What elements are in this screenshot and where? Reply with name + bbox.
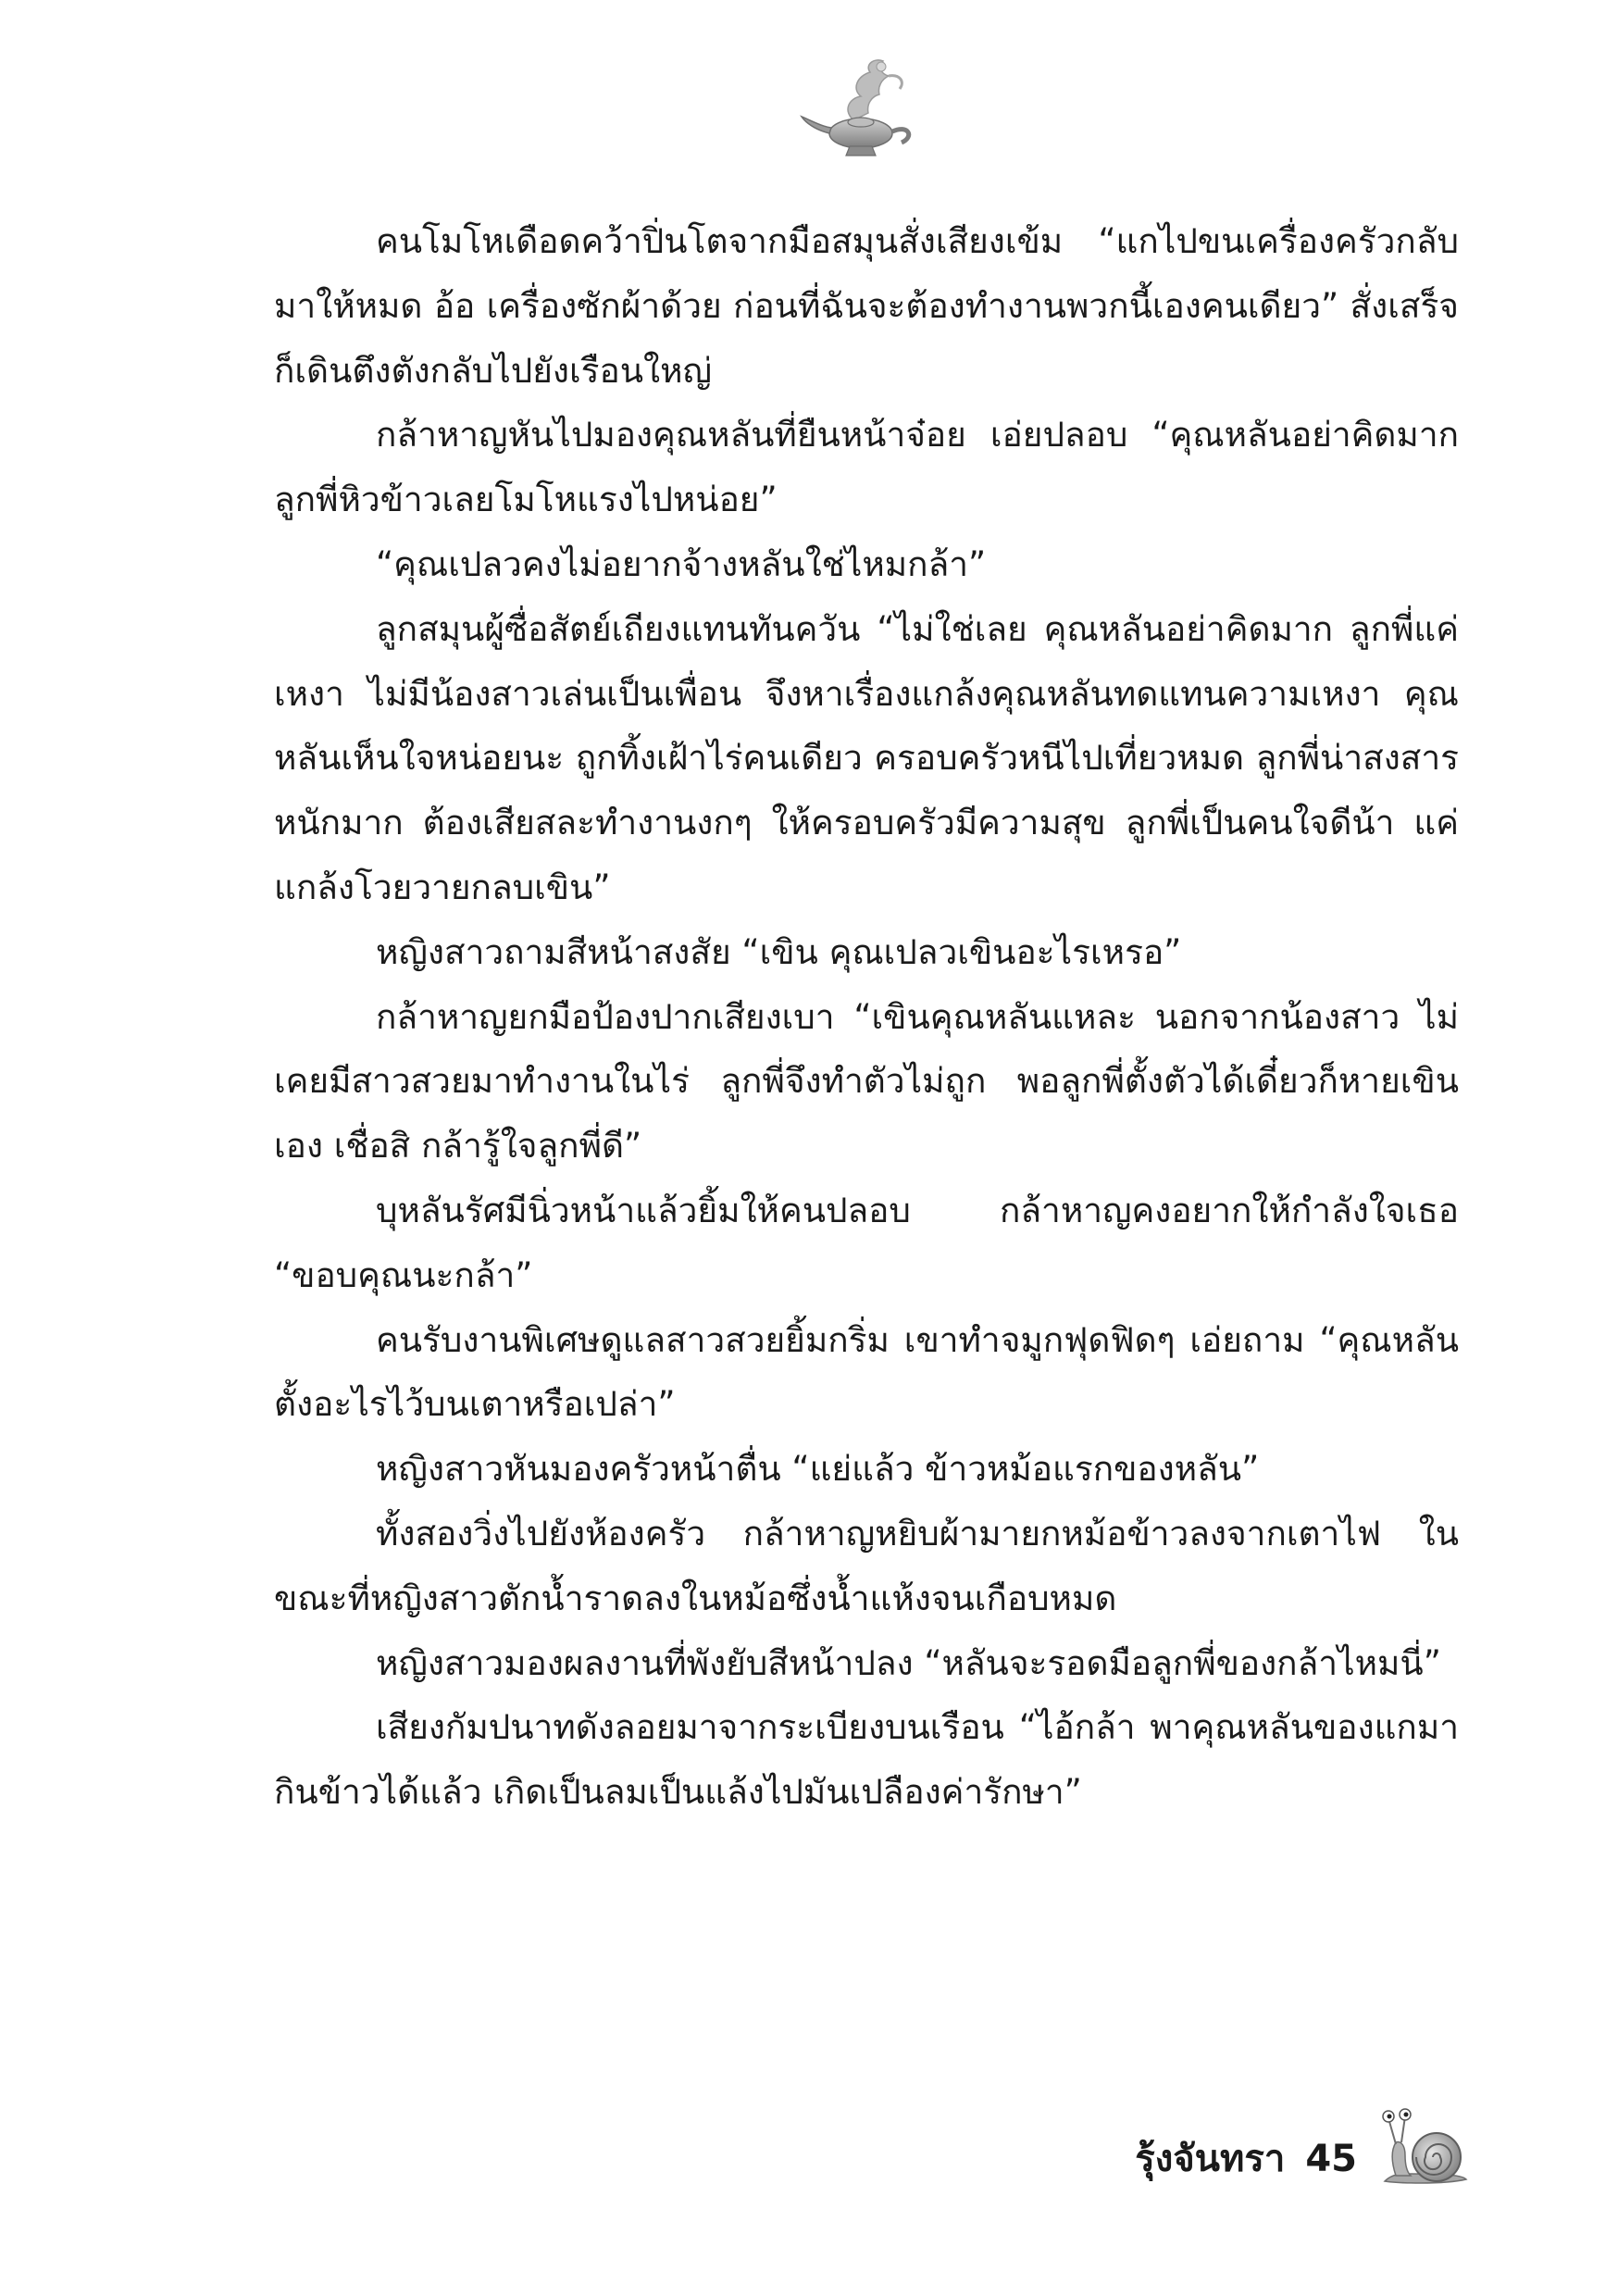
paragraph: หญิงสาวมองผลงานที่พังยับสีหน้าปลง “หลันจะรอดมือลูกพี่ของกล้าไหมนี่” [376, 1642, 1441, 1683]
paragraph: ทั้งสองวิ่งไปยังห้องครัว กล้าหาญหยิบผ้ามายกหม้อข้าวลงจากเตาไฟ ในขณะที่หญิงสาวตักน้ำราดลงในหม้อซึ่งน้ำแห้งจนเกือบหมด [274, 1513, 1459, 1618]
page-number: 45 [1305, 2138, 1357, 2180]
body-text [274, 209, 1459, 1825]
paragraph: บุหลันรัศมีนิ่วหน้าแล้วยิ้มให้คนปลอบ กล้าหาญคงอยากให้กำลังใจเธอ “ขอบคุณนะกล้า” [274, 1190, 1459, 1295]
paragraph: กล้าหาญยกมือป้องปากเสียงเบา “เขินคุณหลันแหละ นอกจากน้องสาว ไม่เคยมีสาวสวยมาทำงานในไร่ ลูกพี่จึงทำตัวไม่ถูก พอลูกพี่ตั้งตัวได้เดี๋ยวก็หายเขินเอง เชื่อสิ กล้ารู้ใจลูกพี่ดี” [274, 996, 1459, 1167]
paragraph: ลูกสมุนผู้ซื่อสัตย์เถียงแทนทันควัน “ไม่ใช่เลย คุณหลันอย่าคิดมาก ลูกพี่แค่เหงา ไม่มีน้องสาวเล่นเป็นเพื่อน จึงหาเรื่องแกล้งคุณหลันทดแทนความเหงา คุณหลันเห็นใจหน่อยนะ ถูกทิ้งเฝ้าไร่คนเดียว ครอบครัวหนีไปเที่ยวหมด ลูกพี่น่าสงสารหนักมาก ต้องเสียสละทำงานงกๆ ให้ครอบครัวมีความสุข ลูกพี่เป็นคนใจดีน้า แค่แกล้งโวยวายกลบเขิน” [274, 608, 1459, 907]
page-footer [1135, 2090, 1470, 2192]
paragraph: หญิงสาวถามสีหน้าสงสัย “เขิน คุณเปลวเขินอะไรเหรอ” [376, 931, 1182, 972]
paragraph: หญิงสาวหันมองครัวหน้าตื่น “แย่แล้ว ข้าวหม้อแรกของหลัน” [376, 1449, 1260, 1490]
paragraph: คนโมโหเดือดคว้าปิ่นโตจากมือสมุนสั่งเสียงเข้ม “แกไปขนเครื่องครัวกลับมาให้หมด อ้อ เครื่องซักผ้าด้วย ก่อนที่ฉันจะต้องทำงานพวกนี้เองคนเดียว” สั่งเสร็จก็เดินตึงตังกลับไปยังเรือนใหญ่ [274, 221, 1459, 391]
snail-icon [1377, 2100, 1470, 2192]
paragraph: “คุณเปลวคงไม่อยากจ้างหลันใช่ไหมกล้า” [376, 543, 987, 584]
lamp-genie-icon [796, 56, 926, 167]
paragraph: คนรับงานพิเศษดูแลสาวสวยยิ้มกริ่ม เขาทำจมูกฟุดฟิดๆ เอ่ยถาม “คุณหลันตั้งอะไรไว้บนเตาหรือเปล่า” [274, 1319, 1459, 1425]
book-title: รุ้งจันทรา [1135, 2138, 1286, 2180]
paragraph: กล้าหาญหันไปมองคุณหลันที่ยืนหน้าจ๋อย เอ่ยปลอบ “คุณหลันอย่าคิดมาก ลูกพี่หิวข้าวเลยโมโหแรงไปหน่อย” [274, 415, 1459, 520]
paragraph: เสียงกัมปนาทดังลอยมาจากระเบียงบนเรือน “ไอ้กล้า พาคุณหลันของแกมากินข้าวได้แล้ว เกิดเป็นลมเป็นแล้งไปมันเปลืองค่ารักษา” [274, 1707, 1459, 1813]
